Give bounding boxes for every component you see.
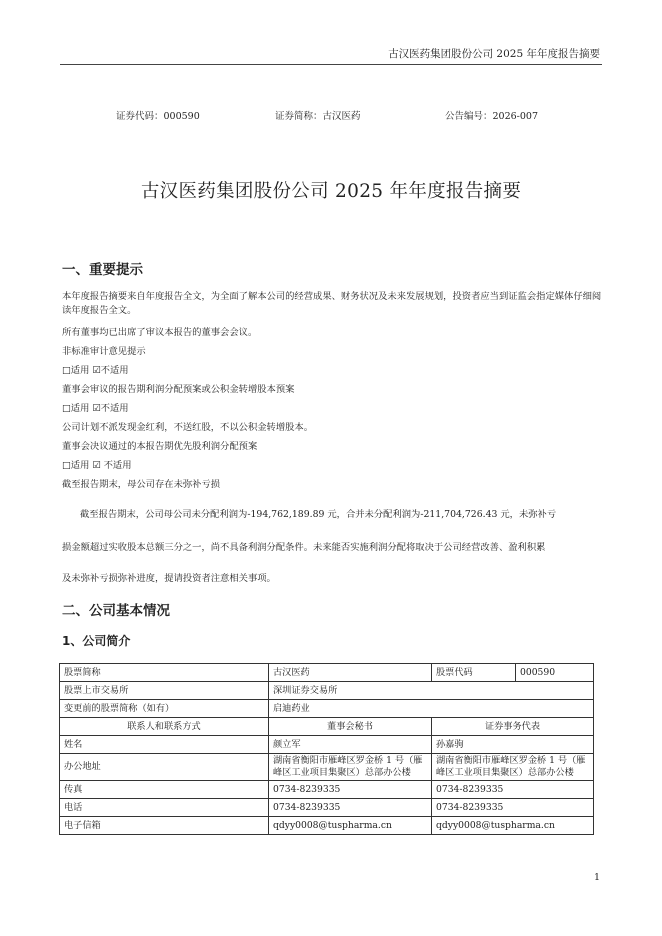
- page-number: 1: [593, 872, 600, 883]
- table-cell: 深圳证券交易所: [269, 682, 594, 700]
- notice-line: 公司计划不派发现金红利，不送红股，不以公积金转增股本。: [62, 422, 314, 433]
- table-cell: 000590: [516, 664, 594, 682]
- announcement-number: 公告编号：2026-007: [445, 111, 539, 122]
- checkbox-line: □适用 ☑不适用: [62, 403, 129, 414]
- loss-paragraph-line: 截至报告期末，公司母公司未分配利润为-194,762,189.89 元，合并未分配利润为-211,704,726.43 元，未弥补亏: [80, 509, 557, 520]
- table-row: [60, 718, 594, 736]
- header-rule: [60, 64, 602, 65]
- table-row: [60, 799, 594, 817]
- table-cell: 姓名: [60, 736, 269, 754]
- section-heading-important-notice: 一、重要提示: [62, 262, 143, 278]
- checkbox-line: □适用 ☑不适用: [62, 365, 129, 376]
- intro-paragraph: 本年度报告摘要来自年度报告全文，为全面了解本公司的经营成果、财务状况及未来发展规划，投资者应当到证监会指定媒体仔细阅读年度报告全文。: [62, 291, 602, 316]
- stock-abbreviation: 证券简称：古汉医药: [275, 111, 361, 122]
- table-row: [60, 781, 594, 799]
- table-cell: 股票上市交易所: [60, 682, 269, 700]
- table-cell: 变更前的股票简称（如有）: [60, 700, 269, 718]
- running-header: 古汉医药集团股份公司 2025 年年度报告摘要: [388, 48, 600, 60]
- table-header-cell: 联系人和联系方式: [60, 718, 269, 736]
- table-cell: qdyy0008@tuspharma.cn: [432, 817, 594, 835]
- notice-line: 截至报告期末，母公司存在未弥补亏损: [62, 479, 221, 490]
- table-cell: 电话: [60, 799, 269, 817]
- table-cell: 0734-8239335: [432, 799, 594, 817]
- table-cell: 传真: [60, 781, 269, 799]
- table-header-cell: 董事会秘书: [269, 718, 432, 736]
- subsection-heading-company-profile: 1、公司简介: [62, 634, 131, 648]
- notice-line: 董事会决议通过的本报告期优先股利润分配预案: [62, 441, 258, 452]
- stock-code: 证券代码：000590: [116, 111, 200, 122]
- notice-line: 董事会审议的报告期利润分配预案或公积金转增股本预案: [62, 384, 295, 395]
- table-header-cell: 证券事务代表: [432, 718, 594, 736]
- table-cell: 0734-8239335: [269, 799, 432, 817]
- table-cell: 颜立军: [269, 736, 432, 754]
- table-row: [60, 700, 594, 718]
- table-row: [60, 682, 594, 700]
- table-row: [60, 817, 594, 835]
- table-cell: 启迪药业: [269, 700, 594, 718]
- table-cell: qdyy0008@tuspharma.cn: [269, 817, 432, 835]
- table-cell: 0734-8239335: [269, 781, 432, 799]
- table-cell: 电子信箱: [60, 817, 269, 835]
- notice-line: 所有董事均已出席了审议本报告的董事会会议。: [62, 327, 258, 338]
- table-cell: 办公地址: [60, 754, 269, 781]
- table-row: [60, 664, 594, 682]
- table-cell: 湖南省衡阳市雁峰区罗金桥 1 号（雁峰区工业项目集聚区）总部办公楼: [432, 754, 594, 781]
- table-cell: 股票简称: [60, 664, 269, 682]
- section-heading-company-basics: 二、公司基本情况: [62, 603, 170, 619]
- checkbox-line: □适用 ☑ 不适用: [62, 460, 132, 471]
- table-cell: 孙嘉驹: [432, 736, 594, 754]
- table-row: [60, 736, 594, 754]
- table-row: [60, 754, 594, 781]
- table-cell: 湖南省衡阳市雁峰区罗金桥 1 号（雁峰区工业项目集聚区）总部办公楼: [269, 754, 432, 781]
- table-cell: 股票代码: [432, 664, 516, 682]
- loss-paragraph-line: 损金额超过实收股本总额三分之一，尚不具备利润分配条件。未来能否实施利润分配将取决于公司经营改善、盈利积累: [62, 542, 546, 553]
- company-profile-table: [59, 663, 594, 835]
- notice-line: 非标准审计意见提示: [62, 346, 146, 357]
- loss-paragraph-line: 及未弥补亏损弥补进度，提请投资者注意相关事项。: [62, 573, 276, 584]
- document-title: 古汉医药集团股份公司 2025 年年度报告摘要: [140, 181, 522, 202]
- table-cell: 古汉医药: [269, 664, 432, 682]
- table-cell: 0734-8239335: [432, 781, 594, 799]
